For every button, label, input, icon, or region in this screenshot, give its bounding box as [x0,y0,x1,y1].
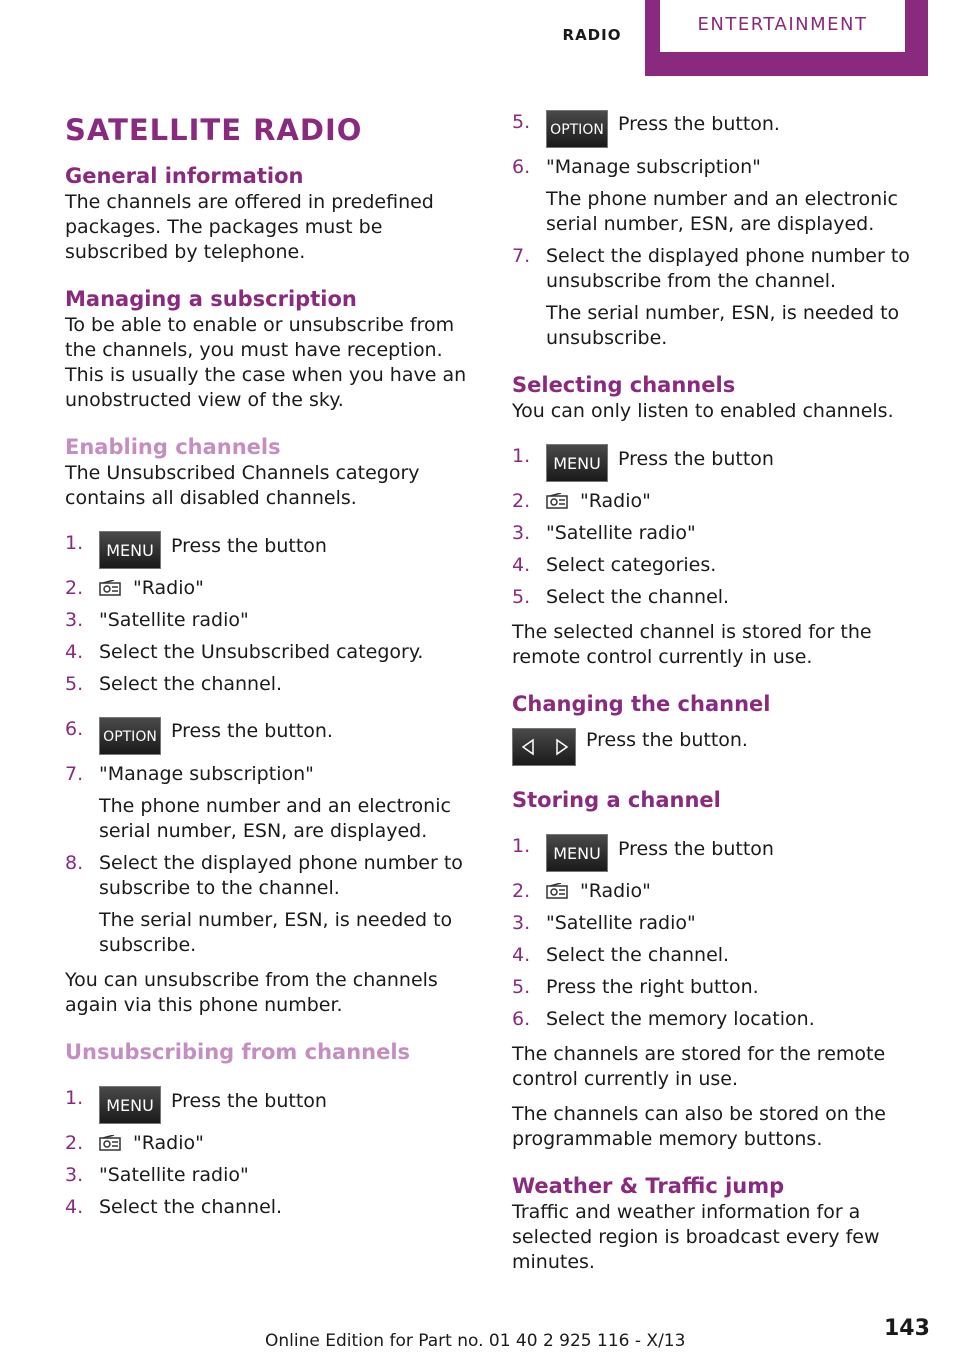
list-item: 5. Select the channel. [65,673,283,695]
list-item: 3. "Satellite radio" [65,1164,249,1186]
header-section: RADIO [562,26,622,44]
heading-weather: Weather & Traffic jump [512,1174,785,1198]
text-changing: Press the button. [512,728,932,766]
heading-storing: Storing a channel [512,788,721,812]
list-item: 7. "Manage subscription" The phone number and an electronic serial number, ESN, are displayed. [65,763,451,842]
arrow-buttons-icon [512,728,576,766]
list-item: 8. Select the displayed phone number to subscribe to the channel. The serial number, ESN, is needed to subscribe. [65,852,463,956]
header-chapter: ENTERTAINMENT [660,0,905,52]
radio-icon [99,580,121,596]
list-item: 5. Press the right button. [512,976,759,998]
list-item: 3. "Satellite radio" [512,912,696,934]
list-item: 3. "Satellite radio" [512,522,696,544]
list-item: 2. "Radio" [512,880,651,902]
menu-button-icon: MENU [99,1086,161,1124]
radio-icon [546,883,568,899]
selecting-steps [512,444,932,610]
list-item: 4. Select the Unsubscribed category. [65,641,424,663]
radio-icon [99,1135,121,1151]
left-column [65,112,485,1220]
text-weather: Traffic and weather information for a selected region is broadcast every few minutes. [512,1201,880,1273]
text-selecting-after: The selected channel is stored for the remote control currently in use. [512,621,872,668]
text-selecting: You can only listen to enabled channels. [512,400,894,422]
unsub-steps [65,1086,485,1220]
option-button-icon: OPTION [99,717,161,755]
text-enabling: The Unsubscribed Channels category contains all disabled channels. [65,462,420,509]
list-item: 2. "Radio" [65,577,204,599]
list-item: 6. Select the memory location. [512,1008,815,1030]
list-item: 5. OPTION Press the button. [512,110,932,148]
list-item: 1. MENU Press the button [65,1086,485,1124]
list-item: 6. "Manage subscription" The phone number and an electronic serial number, ESN, are displayed. [512,156,898,235]
footer-text: Online Edition for Part no. 01 40 2 925 116 - X/13 [265,1331,686,1351]
option-button-icon: OPTION [546,110,608,148]
list-item: 1. MENU Press the button [65,531,485,569]
text-enabling-after: You can unsubscribe from the channels again via this phone number. [65,969,438,1016]
page-title: SATELLITE RADIO [65,113,363,147]
list-item: 5. Select the channel. [512,586,730,608]
page-number: 143 [884,1316,930,1341]
text-storing-after2: The channels can also be stored on the programmable memory buttons. [512,1103,886,1150]
text-storing-after1: The channels are stored for the remote control currently in use. [512,1043,886,1090]
heading-selecting: Selecting channels [512,373,736,397]
list-item: 4. Select categories. [512,554,717,576]
list-item: 1. MENU Press the button [512,444,932,482]
menu-button-icon: MENU [546,444,608,482]
unsub-steps-cont [512,110,932,351]
heading-changing: Changing the channel [512,692,771,716]
header-tab [645,0,928,76]
enabling-steps [65,531,485,958]
menu-button-icon: MENU [546,834,608,872]
text-managing: To be able to enable or unsubscribe from the channels, you must have reception. This is usually the case when you have an unobstructed view of the sky. [65,314,467,411]
list-item: 2. "Radio" [512,490,651,512]
list-item: 4. Select the channel. [65,1196,283,1218]
storing-steps [512,834,932,1032]
text-general: The channels are offered in predefined packages. The packages must be subscribed by telephone. [65,191,434,263]
list-item: 1. MENU Press the button [512,834,932,872]
list-item: 4. Select the channel. [512,944,730,966]
list-item: 7. Select the displayed phone number to unsubscribe from the channel. The serial number, ESN, is needed to unsubscribe. [512,245,910,349]
heading-enabling: Enabling channels [65,435,281,459]
heading-unsubscribing: Unsubscribing from channels [65,1040,411,1064]
list-item: 2. "Radio" [65,1132,204,1154]
list-item: 6. OPTION Press the button. [65,717,485,755]
heading-general: General information [65,164,304,188]
list-item: 3. "Satellite radio" [65,609,249,631]
radio-icon [546,493,568,509]
menu-button-icon: MENU [99,531,161,569]
heading-managing: Managing a subscription [65,287,357,311]
right-column [512,110,932,1275]
